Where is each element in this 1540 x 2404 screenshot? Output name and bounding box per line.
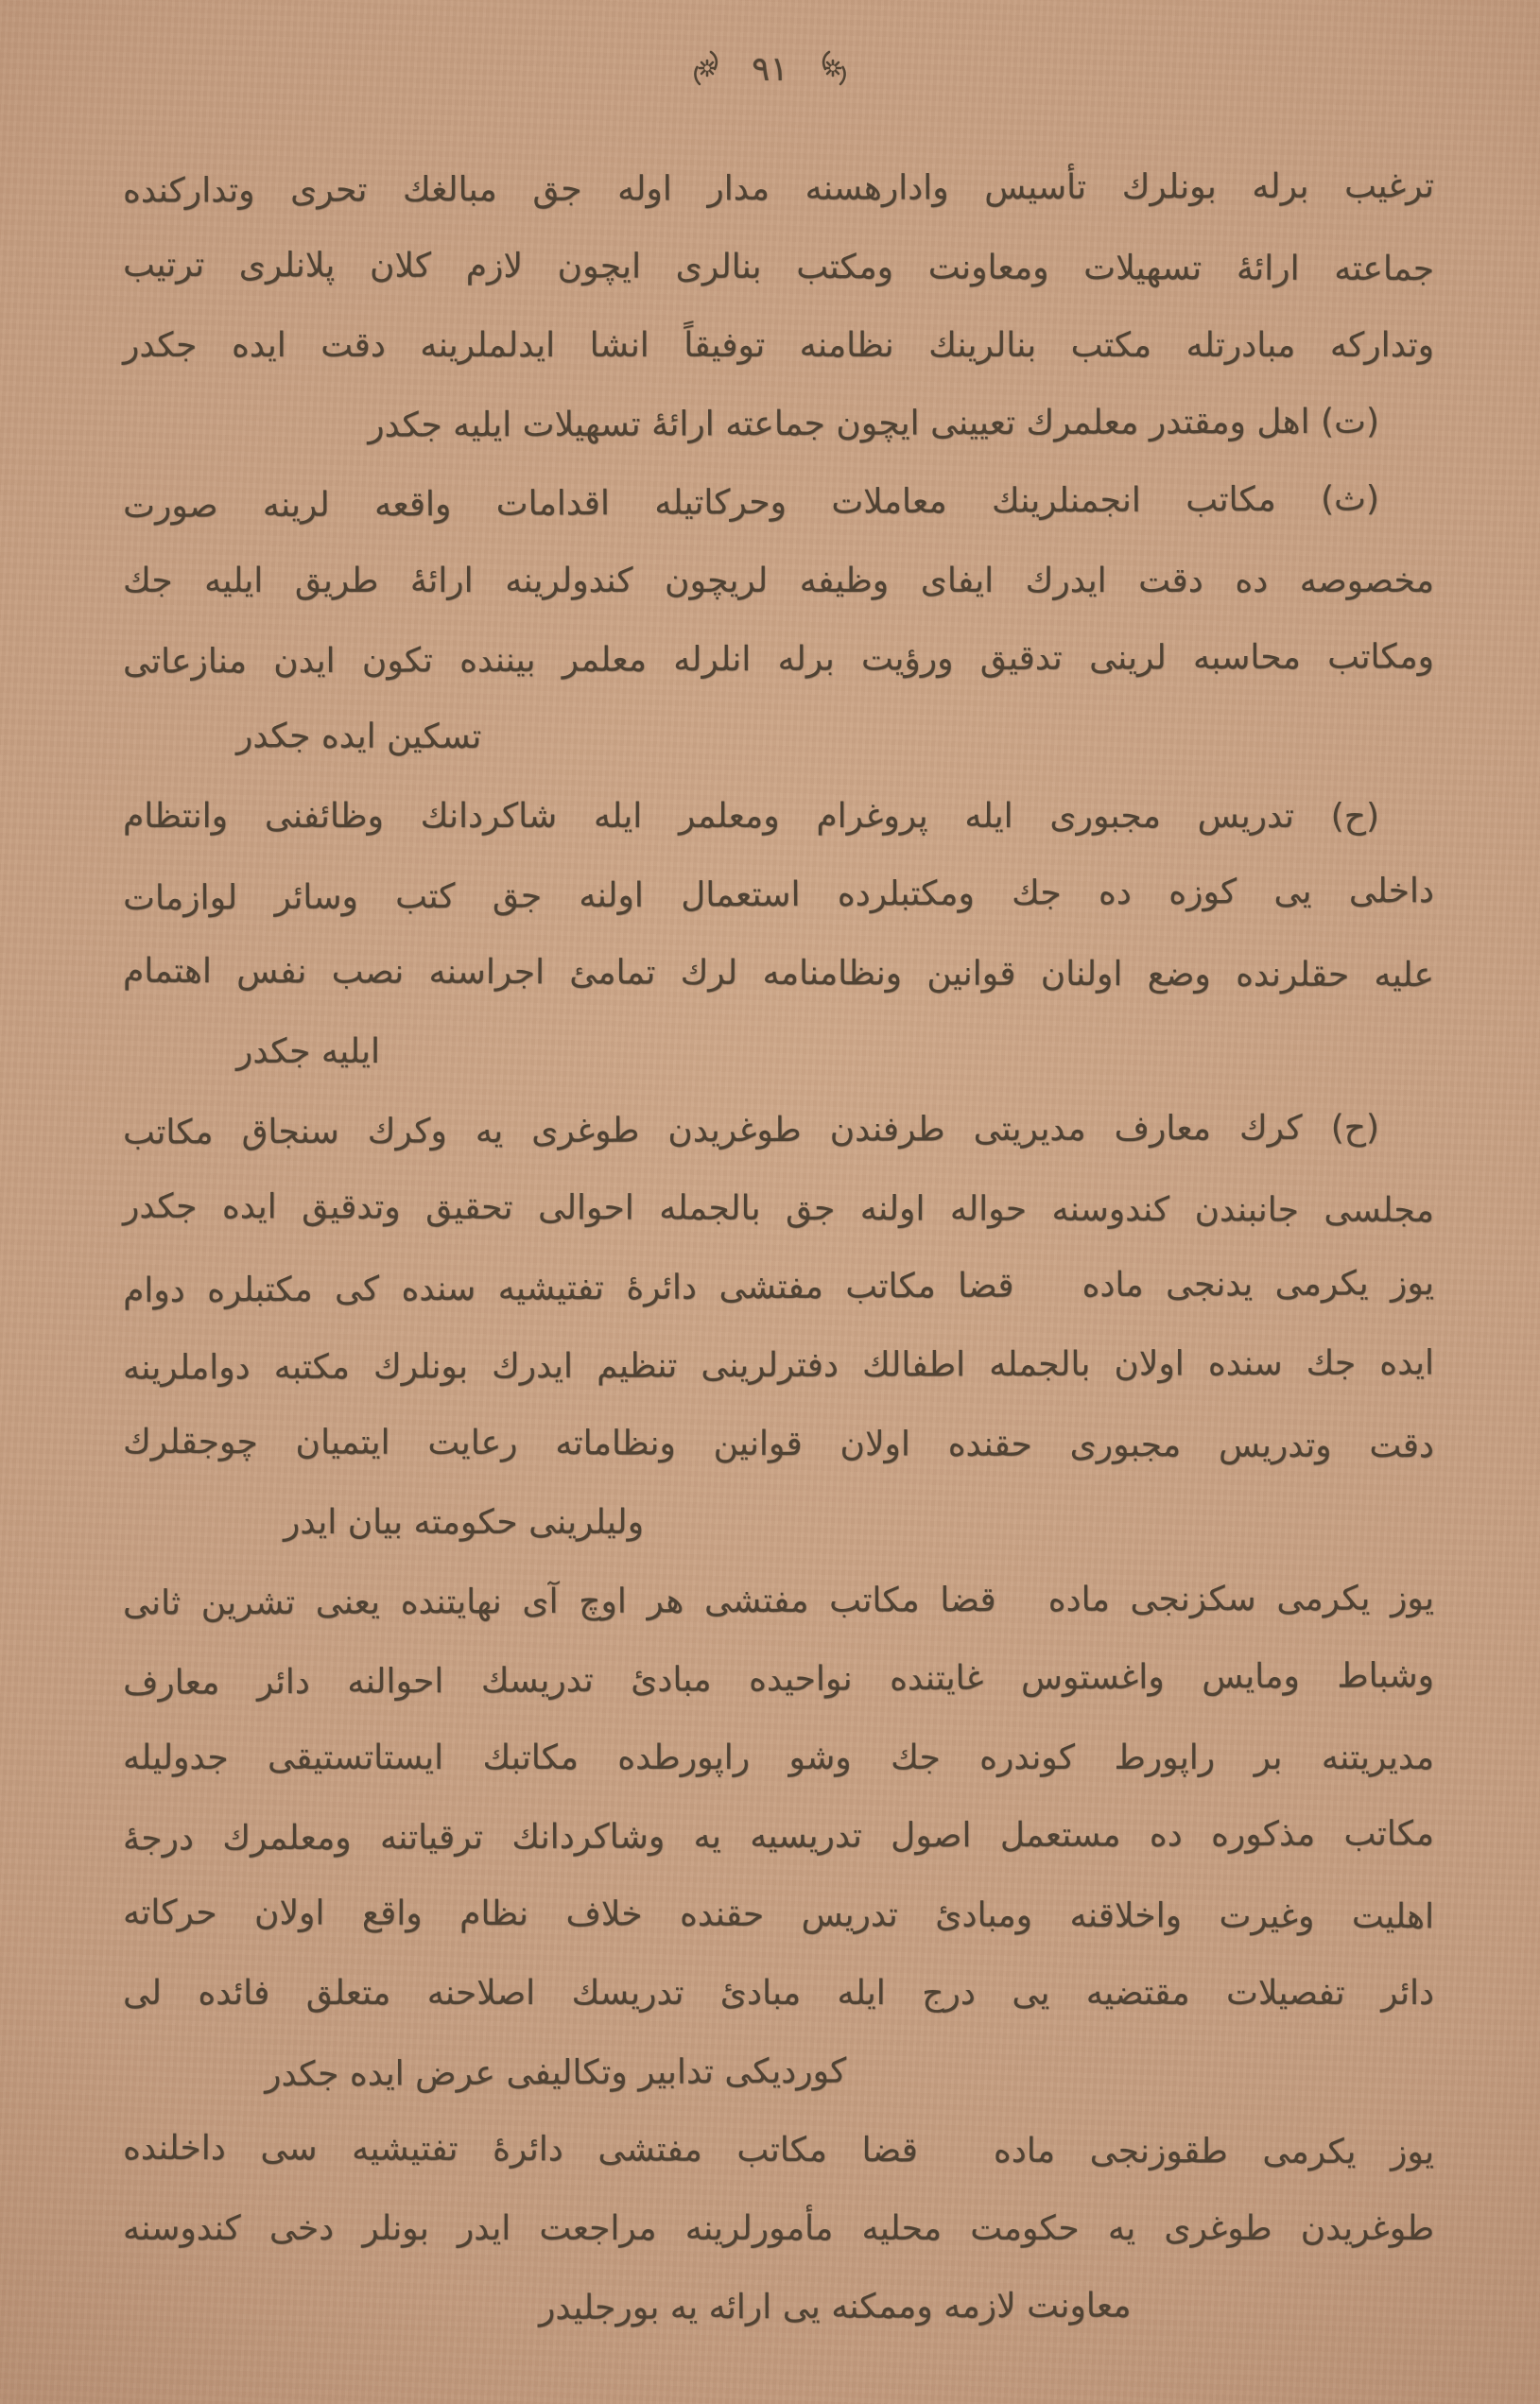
page-number: ٩١ [752,50,788,89]
text-line: ايده جك سنده اولان بالجمله اطفالك دفترلرينى تنظيم ايدرك بونلرك مكتبه دواملرينه [122,1343,1435,1388]
text-line: ايليه جكدر [236,1032,380,1071]
text-line: معاونت لازمه وممكنه يى ارائه يه بورجليدر [538,2286,1132,2327]
text-line: تسكين ايده جكدر [235,717,482,757]
text-line [123,1244,1434,1330]
text-line: دقت وتدريس مجبورى حقنده اولان قوانين ونظاماته رعايت ايتميان چوجقلرك [122,1422,1435,1466]
text-line: كورديكى تدابير وتكاليفى عرض ايده جكدر [264,2051,847,2095]
text-line: ومكاتب محاسبه لرينى تدقيق ورؤيت برله انلرله معلمر بيننده تكون ايدن منازعاتى [122,637,1435,682]
article-heading: يوز يكرمى يدنجى ماده [1081,1264,1435,1306]
page-header [0,49,1540,91]
article-body: قضا مكاتب مفتشى هر اوچ آى نهايتنده يعنى تشرين ثانى [122,1581,996,1623]
text-line: (ح) تدريس مجبورى ايله پروغرام ومعلمر ايله شاكردانك وظائفنى وانتظام [123,797,1379,836]
article-body: قضا مكاتب مفتشى دائرهٔ تفتيشيه سى داخلنده [122,2128,918,2171]
text-line: جماعته ارائهٔ تسهيلات ومعاونت ومكتب بنالرى ايچون لازم كلان پلانلرى ترتيب [122,245,1435,289]
text-line: مديريتنه بر راپورط كوندره جك وشو راپورطده مكاتبك ايستاتستيقى جدوليله [123,1738,1434,1777]
text-line: دائر تفصيلات مقتضيه يى درج ايله مبادئ تدريسك اصلاحنه متعلق فائده لى [123,1974,1434,2013]
text-line: مخصوصه ده دقت ايدرك ايفاى وظيفه لريچون كندولرينه ارائهٔ طريق ايليه جك [123,562,1434,600]
text-line: (ت) اهل ومقتدر معلمرك تعيينى ايچون جماعته ارائهٔ تسهيلات ايليه جكدر [368,402,1380,445]
text-line: مكاتب مذكوره ده مستعمل اصول تدريسيه يه وشاكردانك ترقياتنه ومعلمرك درجهٔ [122,1814,1435,1859]
text-line: ترغيب برله بونلرك تأسيس وادارهسنه مدار اوله جق مبالغك تحرى وتداركنده [122,166,1435,211]
text-line: مجلسى جانبندن كندوسنه حواله اولنه جق بالجمله احوالى تحقيق وتدقيق ايده جكدر [122,1186,1435,1231]
text-line [123,2109,1434,2191]
text-line [123,1559,1434,1642]
word-gap [1014,1295,1082,1296]
body-text [123,149,1434,2346]
text-line: داخلى يى كوزه ده جك ومكتبلرده استعمال اولنه جق كتب وسائر لوازمات [122,872,1435,918]
article-heading: يوز يكرمى سكزنجى ماده [1047,1579,1435,1619]
text-line: (ح) كرك معارف مديريتى طرفندن طوغريدن طوغرى يه وكرك سنجاق مكاتب [122,1108,1380,1152]
article-body: قضا مكاتب مفتشى دائرهٔ تفتيشيه سنده كى مكتبلره دوام [122,1266,1014,1310]
text-line: وليلرينى حكومته بيان ايدر [284,1503,644,1542]
text-line: وشباط ومايس واغستوس غايتنده نواحيده مبادئ تدريسك احوالنه دائر معارف [122,1656,1435,1703]
word-gap [918,2160,994,2161]
article-heading: يوز يكرمى طقوزنجى ماده [993,2131,1435,2172]
word-gap [996,1610,1048,1611]
text-line: (ث) مكاتب انجمنلرينك معاملات وحركاتيله اقدامات واقعه لرينه صورت [122,479,1380,526]
text-line: عليه حقلرنده وضع اولنان قوانين ونظامنامه لرك تمامئ اجراسنه نصب نفس اهتمام [122,951,1435,995]
text-line: طوغريدن طوغرى يه حكومت محليه مأمورلرينه مراجعت ايدر بونلر دخى كندوسنه [123,2209,1434,2248]
text-line: اهليت وغيرت واخلاقنه ومبادئ تدريس حقنده خلاف نظام واقع اولان حركاته [122,1893,1435,1937]
text-line: وتداركه مبادرتله مكتب بنالرينك نظامنه توفيقاً انشا ايدلملرينه دقت ايده جكدر [123,326,1434,365]
fleuron-icon [691,49,723,91]
fleuron-icon [817,49,849,91]
